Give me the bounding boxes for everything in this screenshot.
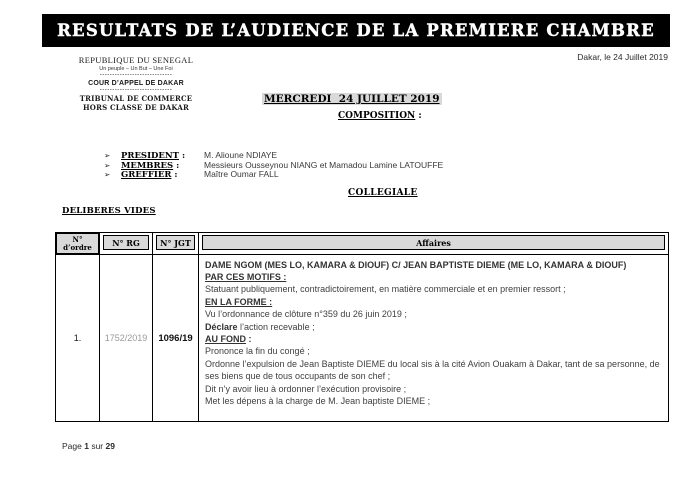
page-footer bbox=[62, 441, 115, 451]
header-cell-jgt bbox=[152, 233, 198, 254]
ruling-line: Dit n’y avoir lieu à ordonner l’exécution provisoire ; bbox=[205, 383, 407, 394]
letterhead-tribunal bbox=[50, 95, 222, 112]
ruling-line: Vu l’ordonnance de clôture n°359 du 26 juin 2019 ; bbox=[205, 309, 407, 320]
header-jgt-box: N° JGT bbox=[156, 235, 195, 250]
list-item bbox=[104, 160, 544, 170]
banner-title: RESULTATS DE L’AUDIENCE DE LA PREMIERE CHAMBRE bbox=[57, 21, 655, 40]
list-item bbox=[104, 150, 544, 160]
header-cell-order bbox=[56, 233, 99, 254]
table-row bbox=[56, 255, 668, 421]
motifs-heading: PAR CES MOTIFS : bbox=[205, 271, 287, 282]
header-cell-affaires bbox=[198, 233, 668, 254]
member-name: Messieurs Ousseynou NIANG et Mamadou Lamine LATOUFFE bbox=[204, 159, 444, 170]
ruling-line: Statuant publiquement, contradictoirement, en matière commerciale et en premier ressort ; bbox=[205, 284, 566, 295]
letterhead-separator: ----------------------------- bbox=[99, 87, 173, 93]
footer-prefix: Page bbox=[62, 441, 85, 451]
header-affaires-box: Affaires bbox=[202, 235, 665, 250]
formation-label: COLLEGIALE bbox=[348, 188, 418, 198]
composition-label: COMPOSITION bbox=[338, 111, 416, 121]
fond-heading: AU FOND : bbox=[205, 333, 252, 344]
header-order-box: N° d’ordre bbox=[56, 233, 99, 254]
letterhead bbox=[50, 55, 222, 112]
cell-affaires bbox=[198, 255, 668, 421]
footer-middle: sur bbox=[88, 441, 106, 451]
cell-order-number: 1. bbox=[73, 333, 82, 343]
letterhead-separator: ----------------------------- bbox=[99, 72, 173, 78]
session-date-text: MERCREDI 24 JUILLET 2019 bbox=[264, 93, 440, 105]
header-rg-box: N° RG bbox=[103, 235, 149, 250]
letterhead-tribunal-line1: TRIBUNAL DE COMMERCE bbox=[79, 94, 193, 103]
table-header-row bbox=[56, 233, 668, 255]
title-banner bbox=[42, 14, 670, 47]
arrow-bullet-icon: ➢ bbox=[104, 160, 111, 170]
letterhead-motto: Un peuple – Un But – Une Foi bbox=[99, 66, 173, 72]
member-name: M. Alioune NDIAYE bbox=[204, 150, 278, 160]
ruling-line: Prononce la fin du congé ; bbox=[205, 346, 310, 357]
header-cell-rg bbox=[99, 233, 152, 254]
page-number: 1 bbox=[84, 441, 89, 451]
total-pages: 29 bbox=[105, 441, 115, 451]
arrow-bullet-icon: ➢ bbox=[104, 170, 111, 180]
arrow-bullet-icon: ➢ bbox=[104, 151, 111, 160]
letterhead-tribunal-line2: HORS CLASSE DE DAKAR bbox=[82, 102, 190, 112]
member-role: PRESIDENT : bbox=[121, 151, 186, 161]
section-title: DELIBERES VIDES bbox=[62, 206, 156, 216]
ruling-line: Déclare l’action recevable ; bbox=[205, 321, 315, 332]
composition-colon: : bbox=[415, 111, 422, 121]
ruling-line: Met les dépens à la charge de M. Jean baptiste DIEME ; bbox=[205, 395, 431, 406]
letterhead-country: REPUBLIQUE DU SENEGAL bbox=[78, 55, 194, 65]
case-title: DAME NGOM (MES LO, KAMARA & DIOUF) C/ JEAN BAPTISTE DIEME (ME LO, KAMARA & DIOUF) bbox=[205, 259, 627, 270]
letterhead-court: COUR D’APPEL DE DAKAR bbox=[88, 80, 184, 87]
cell-jgt-number: 1096/19 bbox=[152, 255, 198, 421]
forme-heading: EN LA FORME : bbox=[205, 296, 273, 307]
session-date-title bbox=[262, 89, 442, 107]
composition-list bbox=[104, 150, 544, 179]
results-table bbox=[55, 232, 669, 422]
member-role: MEMBRES : bbox=[121, 160, 180, 171]
dateline: Dakar, le 24 Juillet 2019 bbox=[577, 52, 668, 62]
ruling-line: Ordonne l’expulsion de Jean Baptiste DIEME du local sis à la cité Avion Ouakam à Dakar, tant de sa personne, de ses biens que de tous occupants de son chef ; bbox=[205, 358, 660, 382]
member-name: Maître Oumar FALL bbox=[204, 169, 279, 180]
list-item bbox=[104, 169, 544, 179]
composition-heading bbox=[338, 111, 422, 121]
member-role: GREFFIER : bbox=[121, 170, 178, 181]
cell-rg-number: 1752/2019 bbox=[99, 255, 152, 421]
